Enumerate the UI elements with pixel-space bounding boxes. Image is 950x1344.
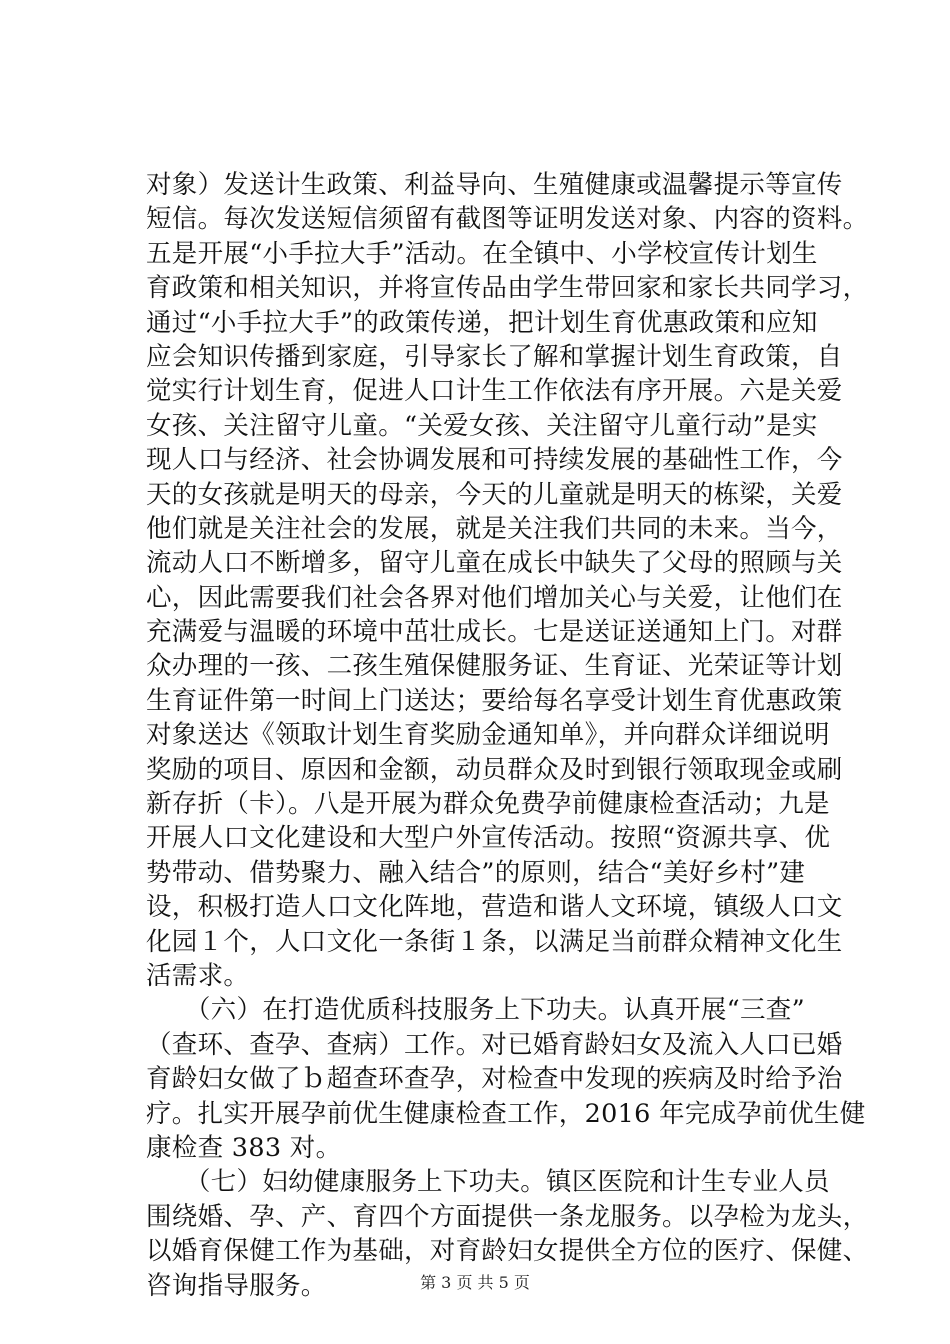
text-line: 以婚育保健工作为基础，对育龄妇女提供全方位的医疗、保健、 bbox=[146, 1236, 869, 1267]
document-body bbox=[146, 168, 869, 1303]
text-line: （查环、查孕、查病）工作。对已婚育龄妇女及流入人口已婚 bbox=[146, 1029, 843, 1060]
text-line: 天的女孩就是明天的母亲，今天的儿童就是明天的栋梁，关爱 bbox=[146, 479, 843, 510]
text-line: 奖励的项目、原因和金额，动员群众及时到银行领取现金或刷 bbox=[146, 754, 843, 785]
text-line: 育龄妇女做了ｂ超查环查孕，对检查中发现的疾病及时给予治 bbox=[146, 1064, 843, 1095]
text-line: 充满爱与温暖的环境中茁壮成长。七是送证送通知上门。对群 bbox=[146, 617, 843, 648]
text-line: 五是开展“小手拉大手”活动。在全镇中、小学校宣传计划生 bbox=[146, 238, 818, 269]
text-line: 新存折（卡）。八是开展为群众免费孕前健康检查活动；九是 bbox=[146, 789, 830, 820]
text-line: 对象）发送计生政策、利益导向、生殖健康或温馨提示等宣传 bbox=[146, 170, 843, 200]
text-line: 心，因此需要我们社会各界对他们增加关心与关爱，让他们在 bbox=[146, 582, 843, 613]
text-line: 通过“小手拉大手”的政策传递，把计划生育优惠政策和应知 bbox=[146, 307, 818, 338]
text-line: （六）在打造优质科技服务上下功夫。认真开展“三查” bbox=[146, 995, 805, 1026]
text-line: 育政策和相关知识，并将宣传品由学生带回家和家长共同学习， bbox=[146, 273, 869, 304]
text-line: 设，积极打造人口文化阵地，营造和谐人文环境，镇级人口文 bbox=[146, 892, 843, 923]
page-footer bbox=[0, 1273, 950, 1293]
text-line: 化园１个，人口文化一条街１条，以满足当前群众精神文化生 bbox=[146, 926, 843, 957]
text-line: 生育证件第一时间上门送达；要给每名享受计划生育优惠政策 bbox=[146, 685, 843, 716]
text-line: （七）妇幼健康服务上下功夫。镇区医院和计生专业人员 bbox=[146, 1167, 830, 1198]
text-line: 他们就是关注社会的发展，就是关注我们共同的未来。当今， bbox=[146, 513, 843, 544]
text-line: 康检查 383 对。 bbox=[146, 1132, 342, 1163]
text-line: 觉实行计划生育，促进人口计生工作依法有序开展。六是关爱 bbox=[146, 376, 843, 407]
text-line: 短信。每次发送短信须留有截图等证明发送对象、内容的资料。 bbox=[146, 204, 869, 235]
text-line: 疗。扎实开展孕前优生健康检查工作，2016 年完成孕前优生健 bbox=[146, 1098, 866, 1129]
text-line: 对象送达《领取计划生育奖励金通知单》，并向群众详细说明 bbox=[146, 720, 830, 751]
text-line: 活需求。 bbox=[146, 960, 250, 991]
text-line: 现人口与经济、社会协调发展和可持续发展的基础性工作，今 bbox=[146, 445, 843, 476]
text-line: 咨询指导服务。 bbox=[146, 1270, 327, 1301]
text-line: 众办理的一孩、二孩生殖保健服务证、生育证、光荣证等计划 bbox=[146, 651, 843, 682]
text-line: 开展人口文化建设和大型户外宣传活动。按照“资源共享、优 bbox=[146, 823, 831, 854]
text-line: 应会知识传播到家庭，引导家长了解和掌握计划生育政策，自 bbox=[146, 341, 843, 372]
text-line: 女孩、关注留守儿童。“关爱女孩、关注留守儿童行动”是实 bbox=[146, 410, 818, 441]
text-line: 势带动、借势聚力、融入结合”的原则，结合“美好乡村”建 bbox=[146, 857, 806, 888]
page-number-label: 第 3 页 共 5 页 bbox=[420, 1273, 530, 1292]
text-line: 围绕婚、孕、产、育四个方面提供一条龙服务。以孕检为龙头， bbox=[146, 1201, 869, 1232]
text-line: 流动人口不断增多，留守儿童在成长中缺失了父母的照顾与关 bbox=[146, 548, 843, 579]
